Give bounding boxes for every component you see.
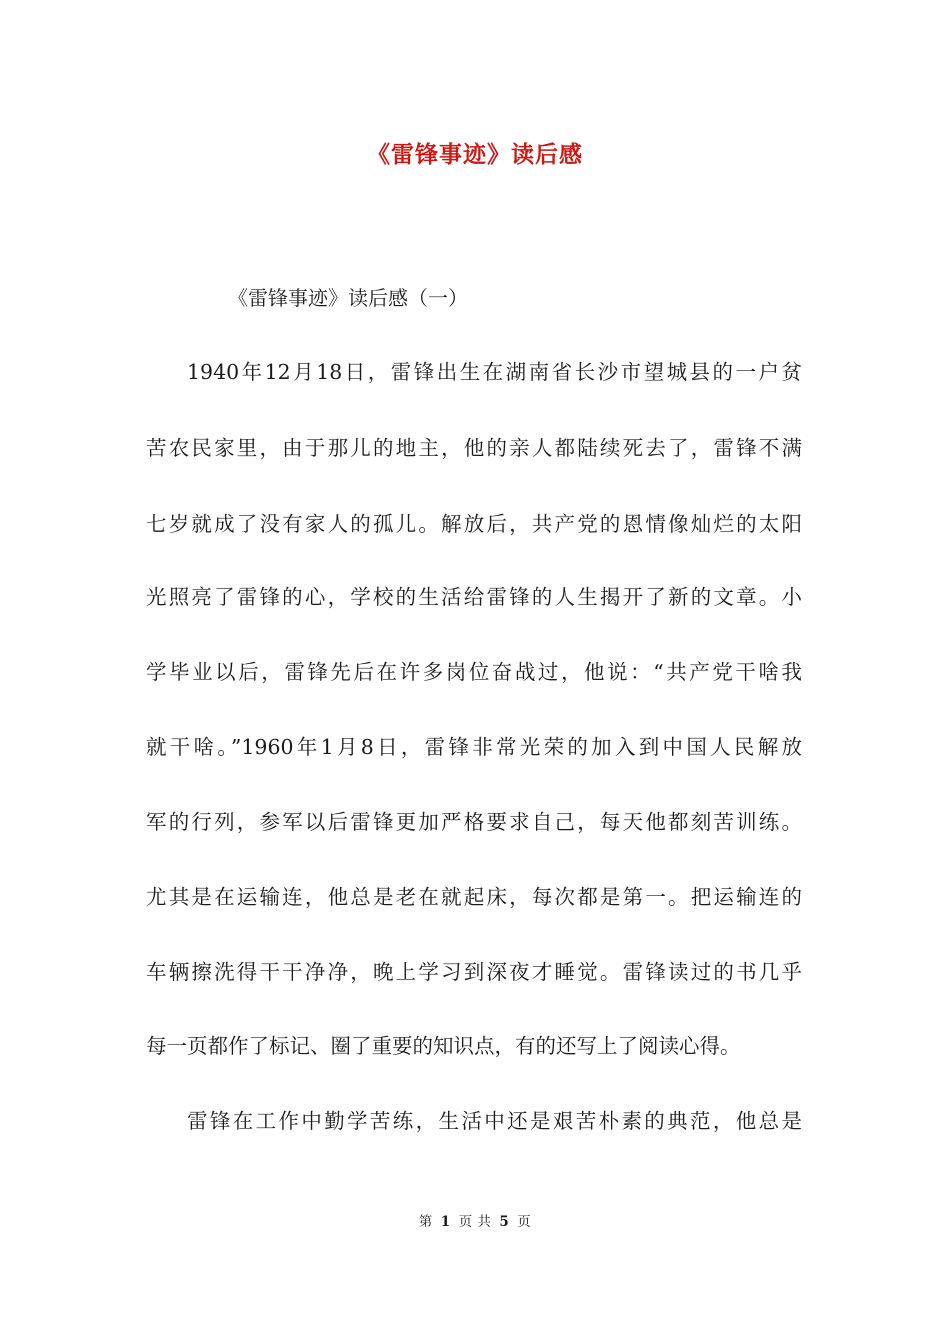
- footer-suffix: 页: [517, 1214, 532, 1230]
- paragraph-line: 军的行列，参军以后雷锋更加严格要求自己，每天他都刻苦训练。: [146, 810, 802, 834]
- footer-middle: 页 共: [458, 1214, 492, 1230]
- page-footer: [0, 1210, 950, 1230]
- paragraph-line: 就干啥。”1960年1月8日，雷锋非常光荣的加入到中国人民解放: [146, 735, 802, 759]
- total-page-count: 5: [499, 1214, 510, 1230]
- paragraph-line: 雷锋在工作中勤学苦练，生活中还是艰苦朴素的典范，他总是: [187, 1109, 802, 1133]
- paragraph-line: 尤其是在运输连，他总是老在就起床，每次都是第一。把运输连的: [146, 885, 802, 909]
- current-page-number: 1: [440, 1214, 451, 1230]
- paragraph-line: 苦农民家里，由于那儿的地主，他的亲人都陆续死去了，雷锋不满: [146, 436, 802, 460]
- footer-prefix: 第: [418, 1214, 433, 1230]
- section-heading: 《雷锋事迹》读后感（一）: [228, 286, 468, 310]
- paragraph-line: 学毕业以后，雷锋先后在许多岗位奋战过，他说：“共产党干啥我: [146, 660, 802, 684]
- paragraph-line: 七岁就成了没有家人的孤儿。解放后，共产党的恩情像灿烂的太阳: [146, 512, 802, 536]
- paragraph-line: 车辆擦洗得干干净净，晚上学习到深夜才睡觉。雷锋读过的书几乎: [146, 960, 802, 984]
- document-title: 《雷锋事迹》读后感: [367, 141, 583, 168]
- paragraph-line: 光照亮了雷锋的心，学校的生活给雷锋的人生揭开了新的文章。小: [146, 585, 802, 609]
- paragraph-line: 1940年12月18日，雷锋出生在湖南省长沙市望城县的一户贫: [187, 360, 802, 384]
- paragraph-line: 每一页都作了标记、圈了重要的知识点，有的还写上了阅读心得。: [146, 1034, 741, 1058]
